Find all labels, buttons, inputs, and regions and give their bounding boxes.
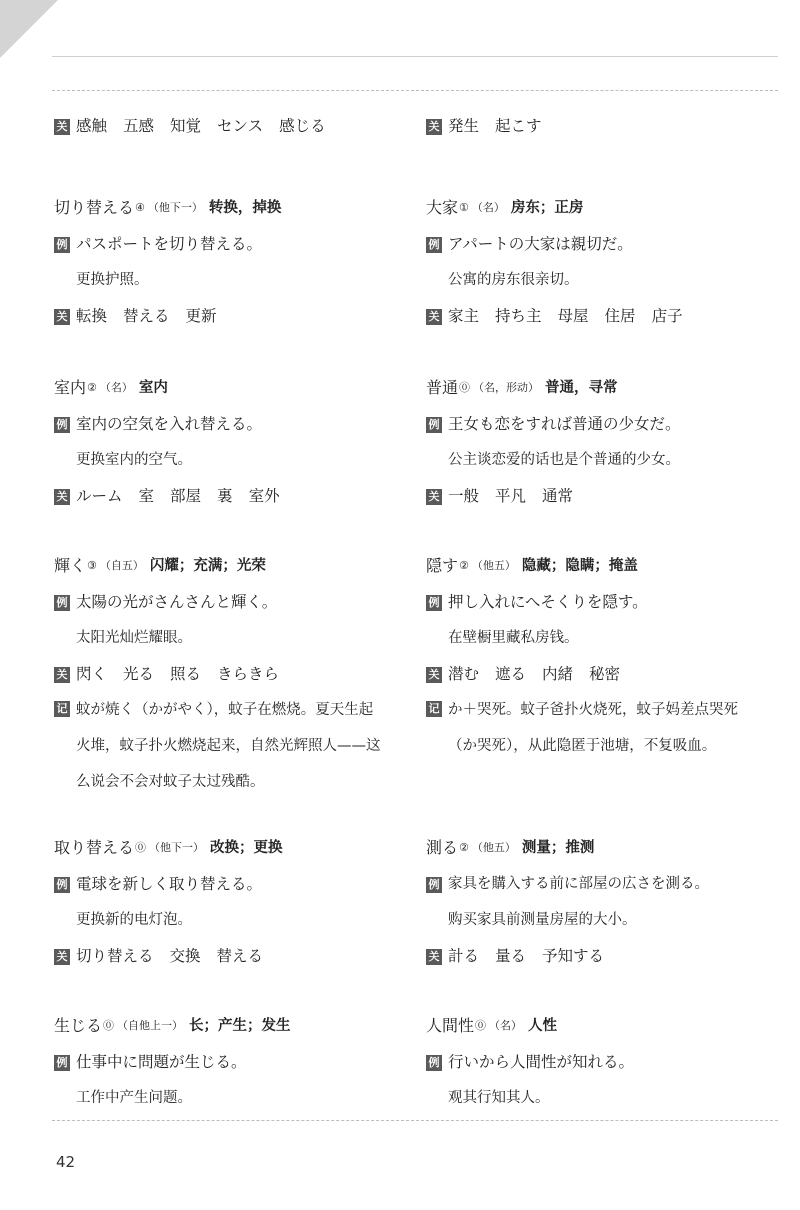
translation: 太阳光灿烂耀眼。: [76, 630, 192, 646]
related-word: 通常: [542, 487, 574, 505]
vocab-entry: [426, 822, 781, 966]
part-of-speech: （名，形动）: [473, 381, 540, 394]
related-word: 量る: [495, 947, 527, 965]
related-word: 発生: [448, 117, 480, 135]
related-word: センス: [217, 117, 264, 135]
related-word: 交換: [169, 947, 201, 965]
headword-line: [426, 182, 781, 218]
related-word: 転換: [76, 307, 108, 325]
vocab-entry: [54, 822, 409, 966]
translation: 更换室内的空气。: [76, 452, 192, 468]
vocab-entry: [426, 362, 781, 506]
related-word: 一般: [448, 487, 480, 505]
headword-line: [426, 822, 781, 858]
vocab-entry: [54, 1000, 409, 1108]
accent-mark: ②: [459, 841, 469, 854]
meaning: 室内: [138, 380, 168, 396]
example-sentence: 仕事中に問題が生じる。: [76, 1053, 247, 1071]
related-word: 照る: [170, 665, 202, 683]
headword: 人間性: [426, 1016, 475, 1035]
related-word: 感じる: [279, 117, 326, 135]
meaning: 测量；推测: [521, 840, 595, 856]
memo-block: [54, 684, 409, 800]
part-of-speech: （他下一）: [149, 841, 205, 854]
related-word: 替える: [216, 947, 264, 965]
headword-line: [54, 362, 409, 398]
related-word: 裏: [217, 487, 233, 505]
example-sentence: 家具を購入する前に部屋の広さを測る。: [448, 876, 709, 892]
example-sentence: 王女も恋をすれば普通の少女だ。: [448, 415, 681, 433]
related-word: 計る: [448, 947, 480, 965]
related-badge: 关: [54, 489, 70, 505]
accent-mark: ⓪: [475, 1019, 487, 1032]
vocab-entry: [54, 182, 409, 326]
example-badge: 例: [54, 237, 70, 253]
related-word: 五感: [123, 117, 155, 135]
related-word: 替える: [123, 307, 170, 325]
example-badge: 例: [426, 595, 442, 611]
part-of-speech: （名）: [489, 1019, 523, 1032]
example-badge: 例: [54, 877, 70, 893]
related-word: 室外: [248, 487, 280, 505]
translation: 更换护照。: [76, 272, 149, 288]
part-of-speech: （名）: [471, 201, 505, 214]
accent-mark: ②: [459, 559, 469, 572]
memo-text: 蚊が焼く（かがやく），蚊子在燃烧。夏天生起火堆，蚊子扑火燃烧起来，自然光辉照人——这么说会不会对蚊子太过残酷。: [76, 702, 381, 790]
headword-line: [54, 1000, 409, 1036]
accent-mark: ④: [135, 201, 145, 214]
accent-mark: ⓪: [103, 1019, 115, 1032]
headword-line: [54, 822, 409, 858]
related-block: [54, 100, 409, 136]
top-dashed-rule: [52, 90, 778, 91]
vocab-entry: [426, 182, 781, 326]
translation: 更换新的电灯泡。: [76, 912, 192, 928]
top-rule: [52, 56, 778, 57]
related-word: ルーム: [76, 487, 123, 505]
related-word: 秘密: [589, 665, 621, 683]
meaning: 普通，寻常: [545, 380, 618, 396]
related-badge: 关: [54, 309, 70, 325]
translation: 公寓的房东很亲切。: [448, 272, 579, 288]
related-word: 内緒: [542, 665, 574, 683]
related-badge: 关: [426, 119, 442, 135]
vocab-entry: [54, 362, 409, 506]
accent-mark: ①: [459, 201, 469, 214]
example-sentence: アパートの大家は親切だ。: [448, 235, 633, 253]
headword: 室内: [54, 378, 87, 397]
example-badge: 例: [54, 1055, 70, 1071]
related-word: 遮る: [495, 665, 527, 683]
meaning: 改换；更换: [210, 840, 283, 856]
related-badge: 关: [426, 489, 442, 505]
translation: 购买家具前测量房屋的大小。: [448, 912, 637, 928]
headword: 普通: [426, 378, 459, 397]
accent-mark: ③: [87, 559, 97, 572]
related-word: 持ち主: [495, 307, 542, 325]
related-word: 光る: [123, 665, 155, 683]
translation: 在壁橱里藏私房钱。: [448, 630, 579, 646]
example-badge: 例: [54, 595, 70, 611]
bottom-dashed-rule: [52, 1120, 778, 1121]
headword-line: [54, 540, 409, 576]
headword-line: [426, 1000, 781, 1036]
headword: 生じる: [54, 1016, 103, 1035]
meaning: 转换，掉换: [208, 200, 282, 216]
related-word: 店子: [651, 307, 683, 325]
memo-badge: 记: [54, 701, 70, 717]
example-badge: 例: [426, 237, 442, 253]
part-of-speech: （自五）: [99, 559, 144, 572]
vocab-entry: [426, 540, 781, 764]
meaning: 闪耀；充满；光荣: [149, 558, 266, 574]
related-badge: 关: [54, 667, 70, 683]
vocab-entry: [54, 540, 409, 800]
related-word: 母屋: [557, 307, 589, 325]
related-word: 住居: [604, 307, 636, 325]
example-sentence: 行いから人間性が知れる。: [448, 1053, 635, 1071]
example-badge: 例: [426, 1055, 442, 1071]
example-sentence: 室内の空気を入れ替える。: [76, 415, 263, 433]
related-word: 閃く: [76, 665, 108, 683]
related-word: 家主: [448, 307, 480, 325]
related-word: 更新: [185, 307, 217, 325]
part-of-speech: （自他上一）: [117, 1019, 184, 1032]
related-badge: 关: [426, 949, 442, 965]
related-word: 予知する: [542, 947, 605, 965]
related-word: 切り替える: [76, 947, 154, 965]
example-sentence: 太陽の光がさんさんと輝く。: [76, 593, 278, 611]
related-badge: 关: [426, 309, 442, 325]
translation: 公主谈恋爱的话也是个普通的少女。: [448, 452, 680, 468]
memo-badge: 记: [426, 701, 442, 717]
related-badge: 关: [426, 667, 442, 683]
headword-line: [426, 362, 781, 398]
translation: 观其行知其人。: [448, 1090, 550, 1106]
meaning: 房东；正房: [510, 200, 584, 216]
translation: 工作中产生问题。: [76, 1090, 192, 1106]
headword: 切り替える: [54, 198, 135, 217]
part-of-speech: （他五）: [471, 559, 516, 572]
related-word: きらきら: [217, 665, 280, 683]
example-sentence: 電球を新しく取り替える。: [76, 875, 263, 893]
example-sentence: パスポートを切り替える。: [76, 235, 263, 253]
accent-mark: ⓪: [135, 841, 147, 854]
headword: 測る: [426, 838, 459, 857]
related-word: 潜む: [448, 665, 480, 683]
related-word: 部屋: [170, 487, 202, 505]
example-badge: 例: [426, 417, 442, 433]
meaning: 长；产生；发生: [189, 1018, 291, 1034]
meaning: 隐藏；隐瞒；掩盖: [521, 558, 638, 574]
example-badge: 例: [426, 877, 442, 893]
example-sentence: 押し入れにへそくりを隠す。: [448, 593, 648, 611]
headword: 隠す: [426, 556, 459, 575]
page-corner-shadow: [0, 0, 58, 58]
headword: 大家: [426, 198, 459, 217]
part-of-speech: （他五）: [471, 841, 516, 854]
related-word: 知覚: [170, 117, 202, 135]
page-number: 42: [56, 1153, 76, 1171]
headword-line: [426, 540, 781, 576]
related-word: 室: [138, 487, 155, 505]
memo-text: か＋哭死。蚊子爸扑火烧死，蚊子妈差点哭死（か哭死），从此隐匿于池塘，不复吸血。: [448, 702, 738, 754]
meaning: 人性: [528, 1018, 558, 1034]
part-of-speech: （名）: [99, 381, 133, 394]
accent-mark: ②: [87, 381, 97, 394]
headword-line: [54, 182, 409, 218]
accent-mark: ⓪: [459, 381, 471, 394]
related-word: 感触: [76, 117, 108, 135]
related-word: 平凡: [495, 487, 527, 505]
related-badge: 关: [54, 119, 70, 135]
headword: 輝く: [54, 556, 87, 575]
related-block: [426, 100, 781, 136]
part-of-speech: （他下一）: [147, 201, 203, 214]
vocab-entry: [426, 1000, 781, 1108]
related-word: 起こす: [495, 117, 542, 135]
headword: 取り替える: [54, 838, 135, 857]
example-badge: 例: [54, 417, 70, 433]
memo-block: [426, 684, 781, 764]
related-badge: 关: [54, 949, 70, 965]
